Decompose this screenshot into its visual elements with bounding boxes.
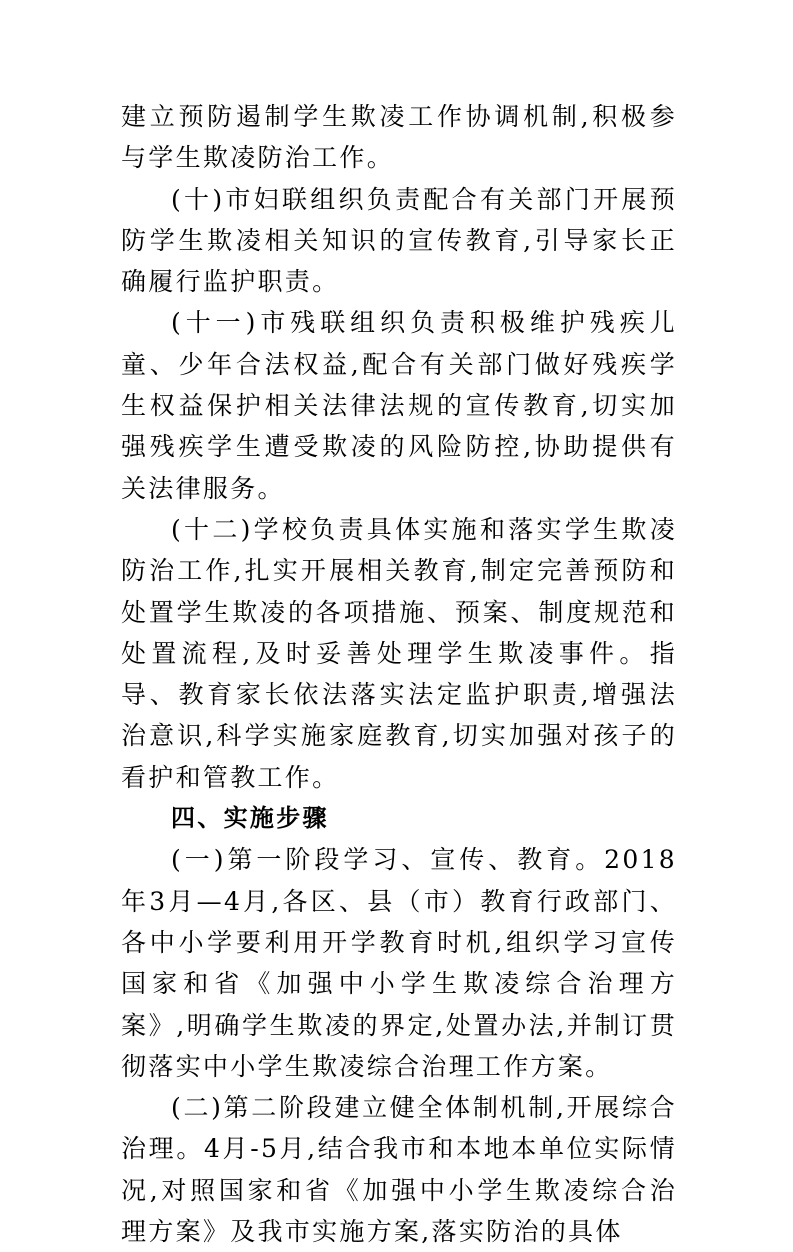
paragraph-coordination-mechanism: 建立预防遏制学生欺凌工作协调机制,积极参与学生欺凌防治工作。: [121, 102, 677, 173]
document-body: [121, 96, 677, 1252]
paragraph-phase-two: (二)第二阶段建立健全体制机制,开展综合治理。4月-5月,结合我市和本地本单位实际情况,对照国家和省《加强中小学生欺凌综合治理方案》及我市实施方案,落实防治的具体: [121, 1093, 677, 1247]
section-heading-implementation-steps: 四、实施步骤: [171, 804, 329, 833]
paragraph-disabled-federation: (十一)市残联组织负责积极维护残疾儿童、少年合法权益,配合有关部门做好残疾学生权益保护相关法律法规的宣传教育,切实加强残疾学生遭受欺凌的风险防控,协助提供有关法律服务。: [121, 308, 677, 503]
paragraph-school-responsibility: (十二)学校负责具体实施和落实学生欺凌防治工作,扎实开展相关教育,制定完善预防和处置学生欺凌的各项措施、预案、制度规范和处置流程,及时妥善处理学生欺凌事件。指导、教育家长依法落实法定监护职责,增强法治意识,科学实施家庭教育,切实加强对孩子的看护和管教工作。: [121, 514, 677, 792]
paragraph-phase-one: (一)第一阶段学习、宣传、教育。2018年3月—4月,各区、县（市）教育行政部门、各中小学要利用开学教育时机,组织学习宣传国家和省《加强中小学生欺凌综合治理方案》,明确学生欺凌的界定,处置办法,并制订贯彻落实中小学生欺凌综合治理工作方案。: [121, 845, 677, 1081]
paragraph-women-federation: (十)市妇联组织负责配合有关部门开展预防学生欺凌相关知识的宣传教育,引导家长正确履行监护职责。: [121, 184, 677, 297]
